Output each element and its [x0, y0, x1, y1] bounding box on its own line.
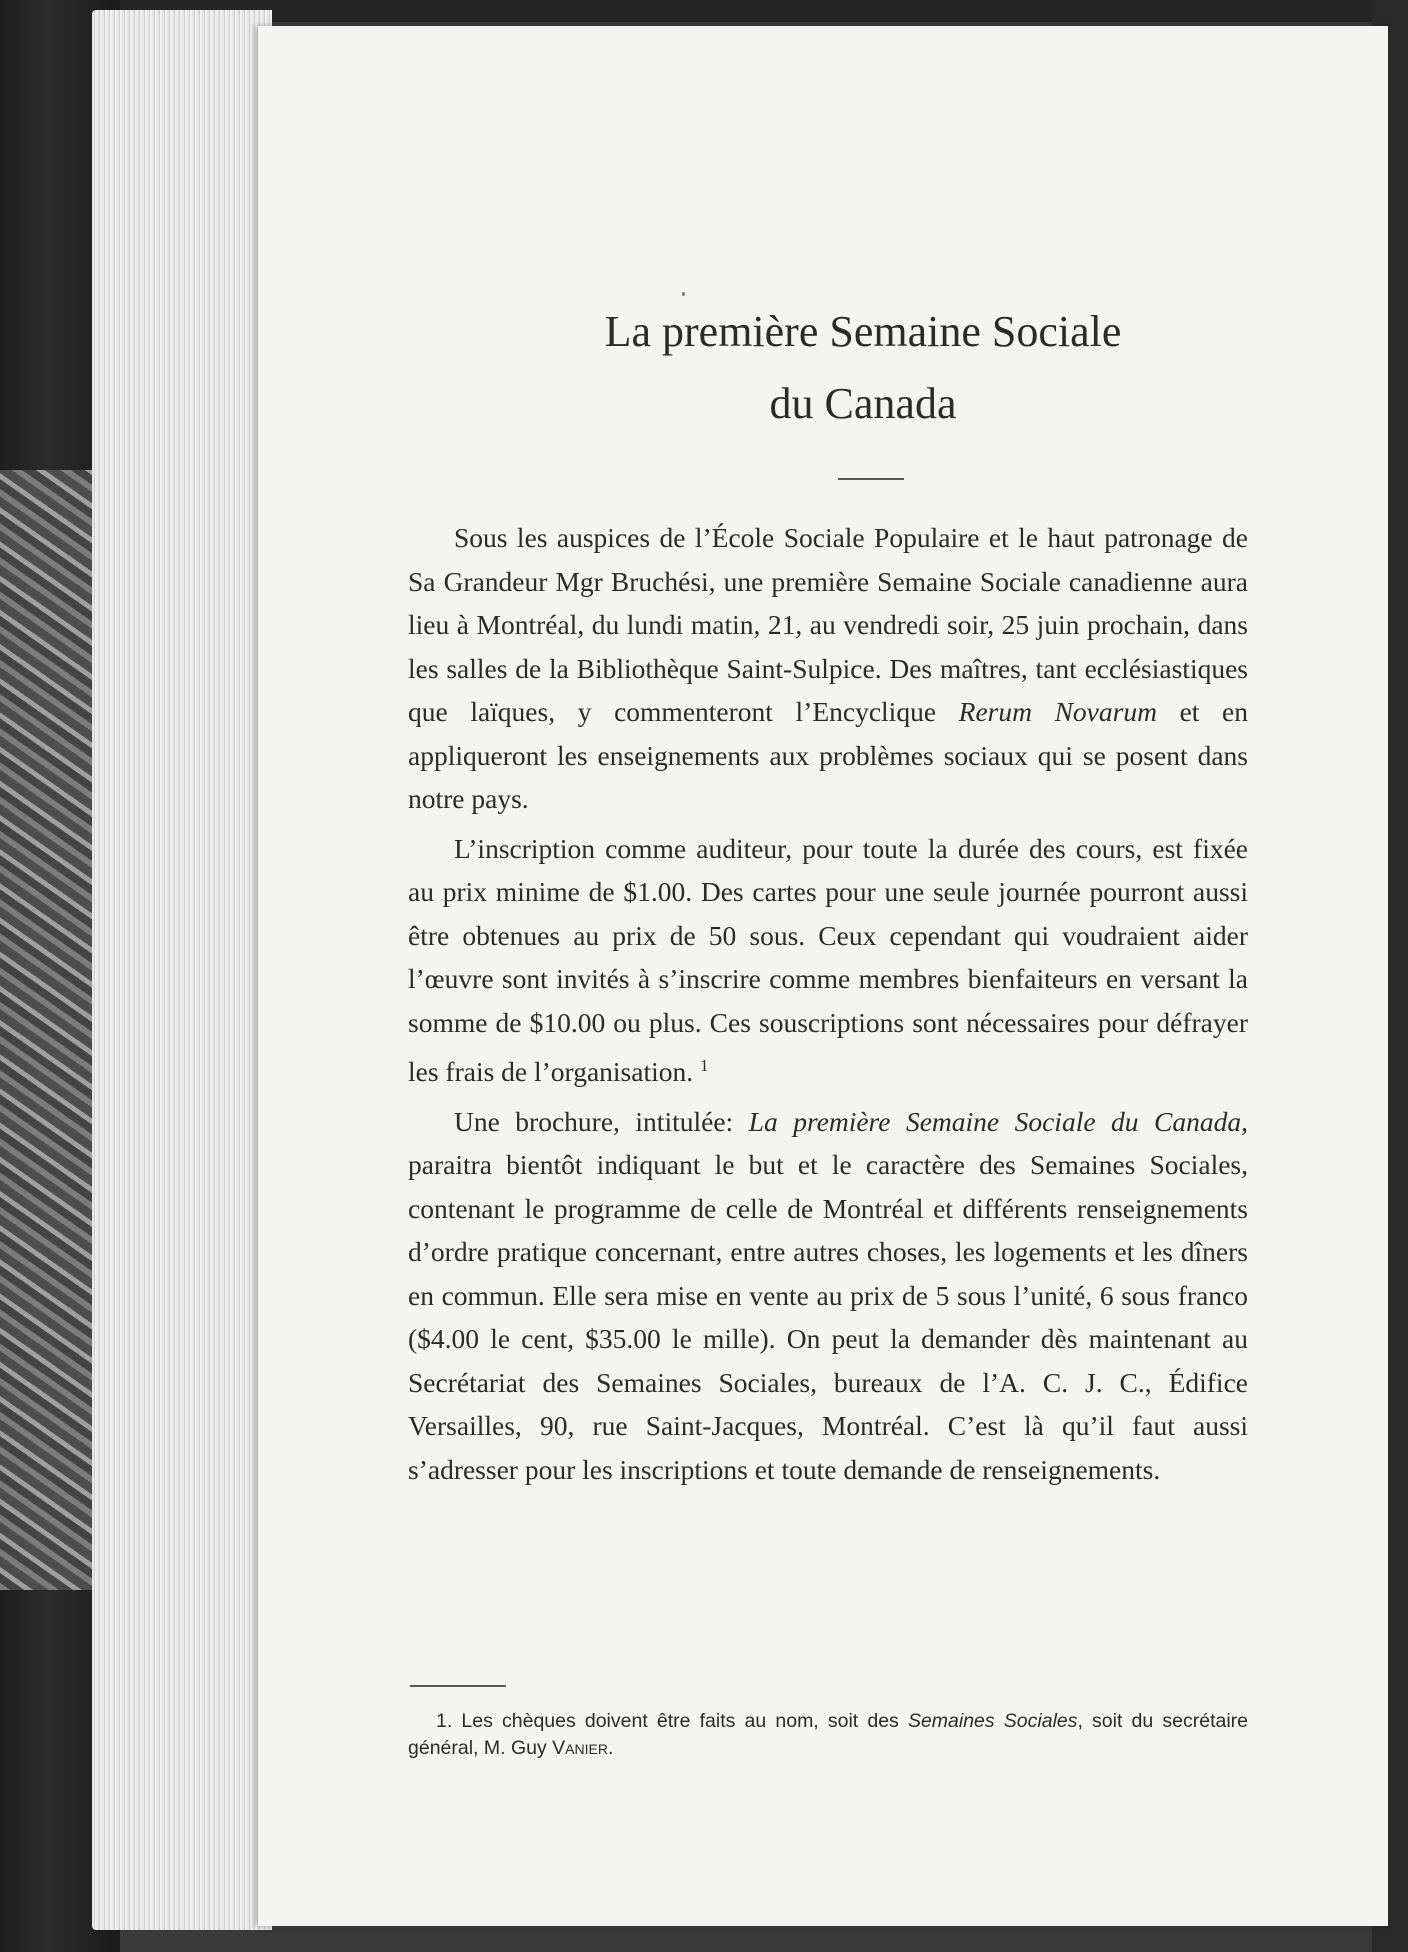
page-title — [458, 296, 1268, 440]
title-line-2: du Canada — [769, 379, 957, 428]
marbled-endpaper — [0, 470, 100, 1590]
page-edges — [92, 10, 272, 1930]
footnote-text-middle: , soit du secrétaire général, M. Guy — [408, 1710, 1248, 1759]
paragraph-3-text-end: , paraitra bientôt indiquant le but et le caractère des Semaines Sociales, contenant le programme de celle de Montréal et différents renseignements d’ordre pratique concernant, entre autres choses, les logements et les dîners en commun. Elle sera mise en vente au prix de 5 sous l’unité, 6 sous franco ($4.00 le cent, $35.00 le mille). On peut la demander dès maintenant au Secrétariat des Semaines Sociales, bureaux de l’A. C. J. C., Édifice Versailles, 90, rue Saint-Jacques, Montréal. C’est là qu’il faut aussi s’adresser pour les inscriptions et toute demande de renseignements. — [408, 1105, 1248, 1485]
paragraph-2 — [408, 827, 1248, 1094]
paragraph-2-text: L’inscription comme auditeur, pour toute la durée des cours, est fixée au prix minime de $1.00. Des cartes pour une seule journée pourront aussi être obtenues au prix de 50 sous. Ceux cependant qui voudraient aider l’œuvre sont invités à s’inscrire comme membres bienfaiteurs en versant la somme de $10.00 ou plus. Ces souscriptions sont nécessaires pour défrayer les frais de l’organisation. — [408, 832, 1248, 1088]
footnote-name: Vanier — [552, 1737, 608, 1759]
footnote-italic: Semaines Sociales — [907, 1710, 1078, 1732]
footnote-text: Les chèques doivent être faits au nom, soit des — [461, 1710, 908, 1732]
paragraph-1-text: Sous les auspices de l’École Sociale Populaire et le haut patronage de Sa Grandeur Mgr Bruchési, une première Semaine Sociale canadienne aura lieu à Montréal, du lundi matin, 21, au vendredi soir, 25 juin prochain, dans les salles de la Bibliothèque Saint-Sulpice. Des maîtres, tant ecclésiastiques que laïques, y commenteront l’Encyclique — [408, 522, 1248, 727]
footnote-number: 1. — [436, 1710, 453, 1732]
title-divider — [838, 478, 904, 480]
paragraph-3-text: Une brochure, intitulée: — [454, 1105, 749, 1137]
footnote — [408, 1708, 1248, 1762]
paragraph-1-italic: Rerum Novarum — [958, 696, 1157, 727]
paragraph-1 — [408, 516, 1248, 821]
footnote-text-end: . — [607, 1737, 614, 1759]
paragraph-1-text-end: et en appliqueront les enseignements aux problèmes sociaux qui se posent dans notre pays. — [408, 696, 1248, 814]
title-line-1: La première Semaine Sociale — [604, 307, 1122, 356]
paragraph-3 — [408, 1100, 1248, 1492]
article-body — [408, 516, 1248, 1497]
paragraph-3-italic: La première Semaine Sociale du Canada — [748, 1105, 1242, 1137]
footnote-reference: 1 — [700, 1056, 709, 1075]
footnote-divider — [410, 1685, 506, 1687]
document-page — [258, 26, 1388, 1926]
